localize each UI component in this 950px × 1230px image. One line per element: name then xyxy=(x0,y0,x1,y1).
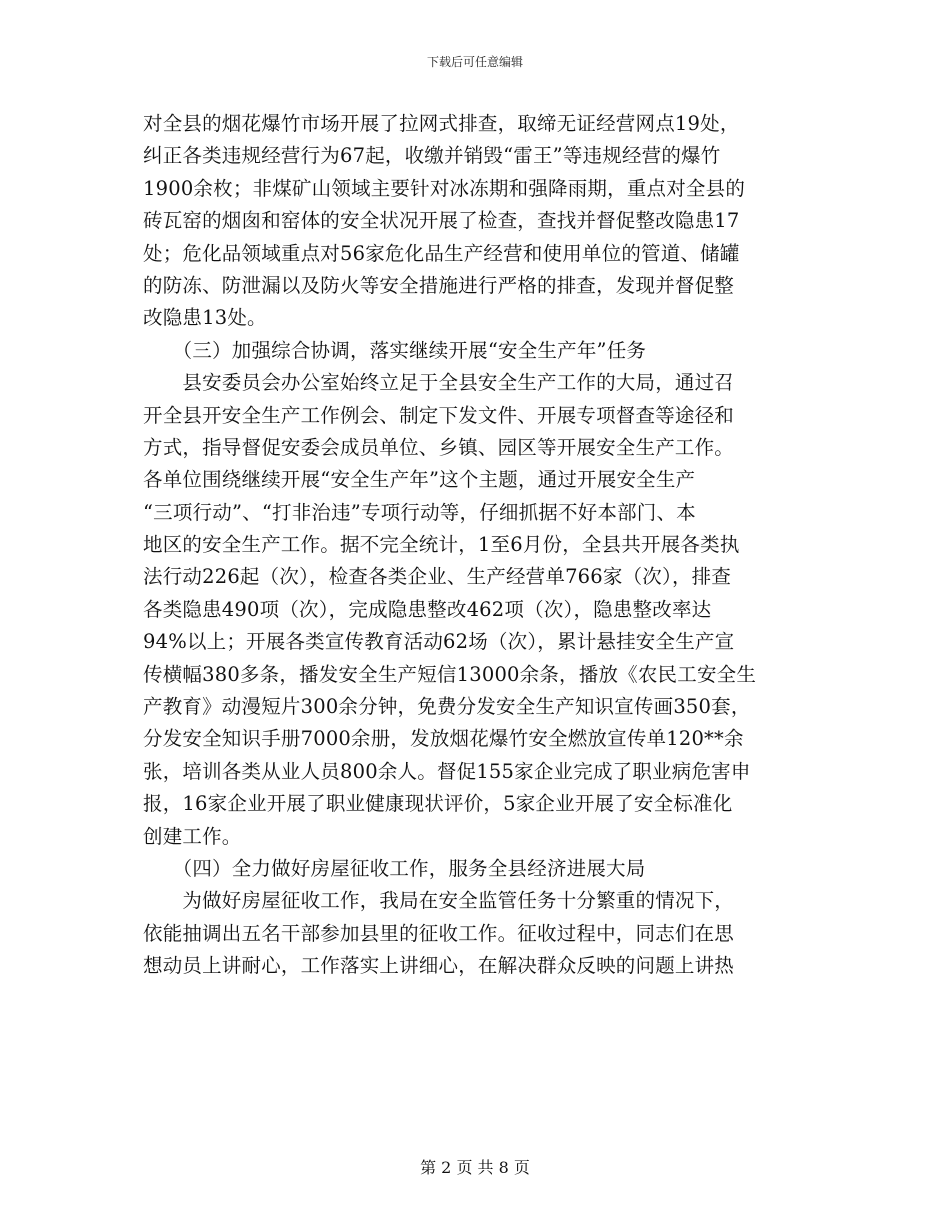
body-text-line: 各类隐患490项（次），完成隐患整改462项（次），隐患整改率达 xyxy=(143,597,712,621)
body-text-line: 94%以上；开展各类宣传教育活动62场（次），累计悬挂安全生产宣 xyxy=(143,630,735,654)
body-text-line: 依能抽调出五名干部参加县里的征收工作。征收过程中，同志们在思 xyxy=(143,921,735,945)
body-text-line: 各单位围绕继续开展“安全生产年”这个主题，通过开展安全生产 xyxy=(143,468,696,492)
body-text-line: 改隐患13处。 xyxy=(143,306,267,330)
body-text-line: 法行动226起（次），检查各类企业、生产经营单766家（次），排查 xyxy=(143,565,732,589)
document-body xyxy=(143,108,811,983)
body-text-line: 1900余枚；非煤矿山领域主要针对冰冻期和强降雨期，重点对全县的 xyxy=(143,176,746,200)
body-text-line: 处；危化品领域重点对56家危化品生产经营和使用单位的管道、储罐 xyxy=(143,241,740,265)
body-text-line: 开全县开安全生产工作例会、制定下发文件、开展专项督查等途径和 xyxy=(143,403,735,427)
body-text-line: 传横幅380多条，播发安全生产短信13000余条，播放《农民工安全生 xyxy=(143,662,757,686)
body-text-line: 纠正各类违规经营行为67起，收缴并销毁“雷王”等违规经营的爆竹 xyxy=(143,144,721,168)
page-footer: 第 2 页 共 8 页 xyxy=(420,1158,530,1177)
body-text-line: 张，培训各类从业人员800余人。督促155家企业完成了职业病危害申 xyxy=(143,759,751,783)
body-text-line: 的防冻、防泄漏以及防火等安全措施进行严格的排查，发现并督促整 xyxy=(143,273,735,297)
body-text-line: 砖瓦窑的烟囱和窑体的安全状况开展了检查，查找并督促整改隐患17 xyxy=(143,209,740,233)
body-text-line: 创建工作。 xyxy=(143,824,242,848)
body-text-line: 想动员上讲耐心，工作落实上讲细心，在解决群众反映的问题上讲热 xyxy=(143,954,735,978)
body-text-line: 对全县的烟花爆竹市场开展了拉网式排查，取缔无证经营网点19处， xyxy=(143,112,740,135)
body-text-line: 县安委员会办公室始终立足于全县安全生产工作的大局，通过召 xyxy=(143,371,735,395)
body-text-line: 方式，指导督促安委会成员单位、乡镇、园区等开展安全生产工作。 xyxy=(143,435,735,459)
page-header: 下载后可任意编辑 xyxy=(426,55,523,69)
body-text-line: 报，16家企业开展了职业健康现状评价，5家企业开展了安全标准化 xyxy=(143,792,733,816)
body-text-line: （三）加强综合协调，落实继续开展“安全生产年”任务 xyxy=(143,338,647,362)
body-text-line: 产教育》动漫短片300余分钟，免费分发安全生产知识宣传画350套， xyxy=(143,695,751,719)
body-text-line: 分发安全知识手册7000余册，发放烟花爆竹安全燃放宣传单120**余 xyxy=(143,727,744,751)
body-text-line: “三项行动”、“打非治违”专项行动等，仔细抓据不好本部门、本 xyxy=(143,500,696,524)
body-text-line: 地区的安全生产工作。据不完全统计，1至6月份，全县共开展各类执 xyxy=(143,533,740,557)
body-text-line: 为做好房屋征收工作，我局在安全监管任务十分繁重的情况下， xyxy=(143,889,735,913)
body-text-line: （四）全力做好房屋征收工作，服务全县经济进展大局 xyxy=(143,856,646,880)
